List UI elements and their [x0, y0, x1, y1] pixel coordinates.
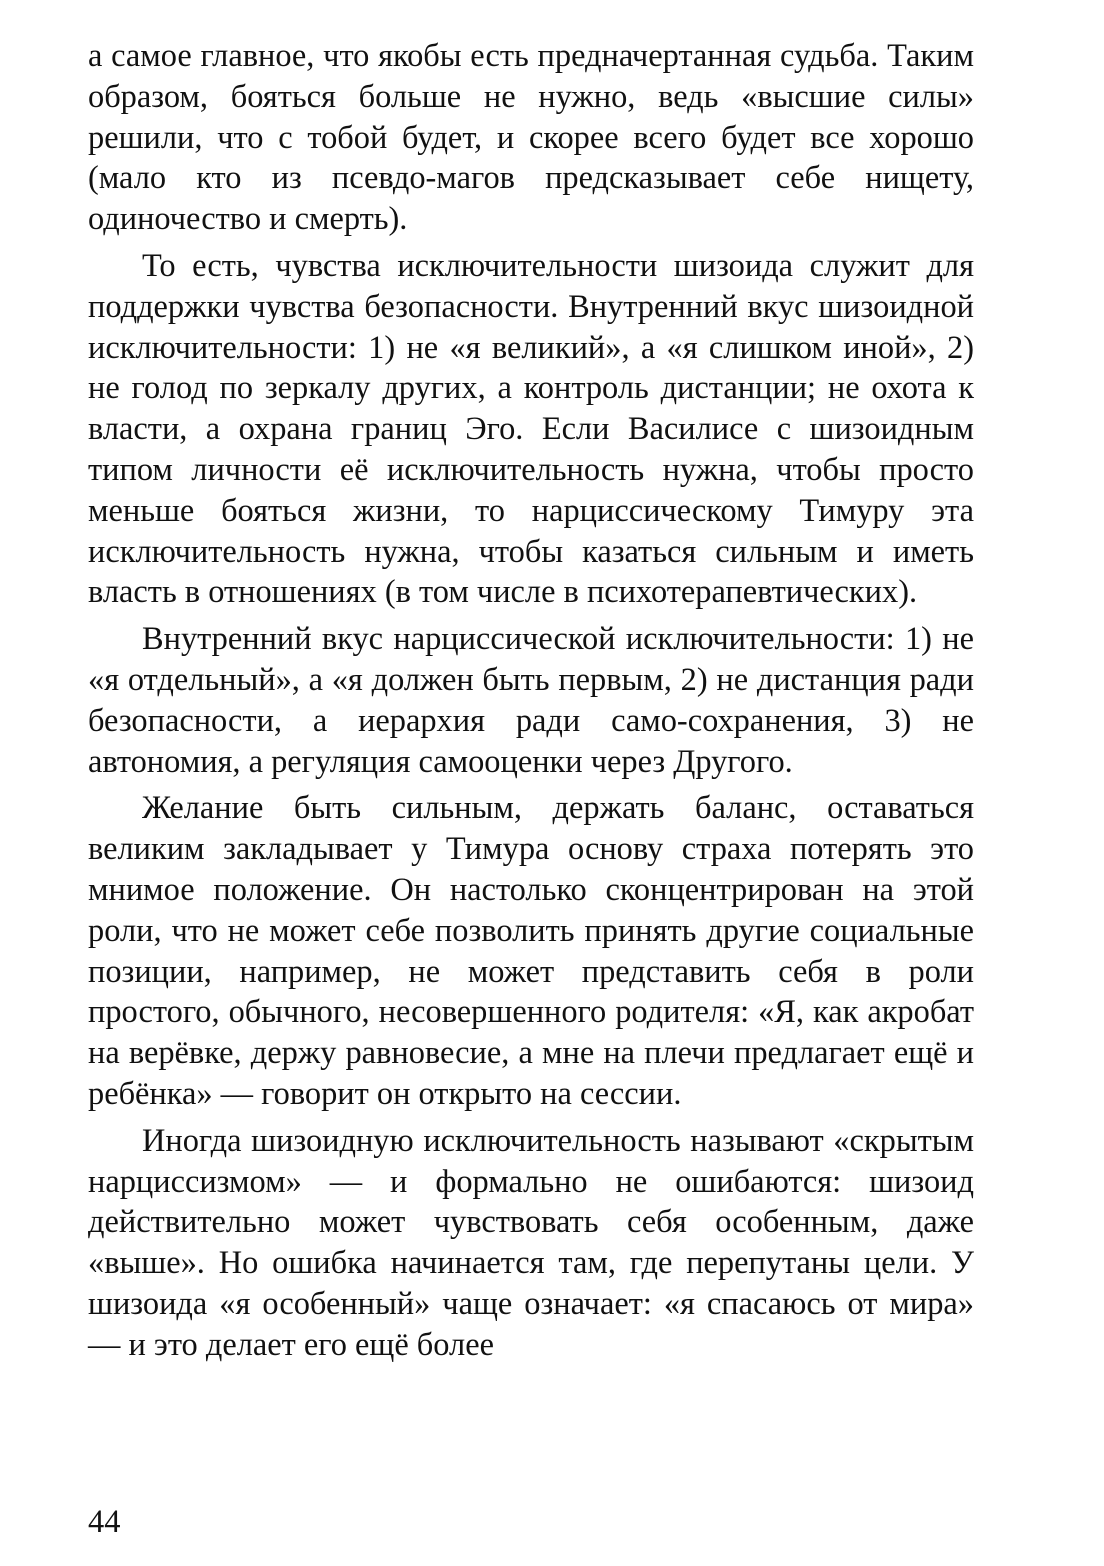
paragraph-schizoid-security: То есть, чувства исключительности шизоида служит для поддержки чувства безопасности. Внутренний вкус шизоидной исключительности: 1) не «я великий», а «я слишком иной», 2) не голод по зеркалу других, а контроль дистанции; не охота к власти, а охрана границ Эго. Если Василисе с шизоидным типом личности её исключительность нужна, чтобы просто меньше бояться жизни, то нарциссическому Тимуру эта исключительность нужна, чтобы казаться сильным и иметь власть в отношениях (в том числе в психотерапевтических). [88, 247, 974, 611]
paragraph-continuation: а самое главное, что якобы есть предначертанная судьба. Таким образом, бояться больше не нужно, ведь «высшие силы» решили, что с тобой будет, и скорее всего будет все хорошо (мало кто из псевдо-магов предсказывает себе нищету, одиночество и смерть). [88, 38, 974, 238]
page-text-block [88, 36, 974, 1372]
paragraph-hidden-narcissism: Иногда шизоидную исключительность называют «скрытым нарциссизмом» — и формально не ошибаются: шизоид действительно может чувствовать себя особенным, даже «выше». Но ошибка начинается там, где перепутаны цели. У шизоида «я особенный» чаще означает: «я спасаюсь от мира» — и это делает его ещё более [88, 1122, 974, 1363]
paragraph-narcissistic-taste: Внутренний вкус нарциссической исключительности: 1) не «я отдельный», а «я должен быть первым, 2) не дистанция ради безопасности, а иерархия ради само-сохранения, 3) не автономия, а регуляция самооценки через Другого. [88, 621, 974, 780]
paragraph-timur-fear: Желание быть сильным, держать баланс, оставаться великим закладывает у Тимура основу страха потерять это мнимое положение. Он настолько сконцентрирован на этой роли, что не может себе позволить принять другие социальные позиции, например, не может представить себя в роли простого, обычного, несовершенного родителя: «Я, как акробат на верёвке, держу равновесие, а мне на плечи предлагает ещё и ребёнка» — говорит он открыто на сессии. [88, 790, 974, 1112]
page-number: 44 [88, 1504, 121, 1540]
